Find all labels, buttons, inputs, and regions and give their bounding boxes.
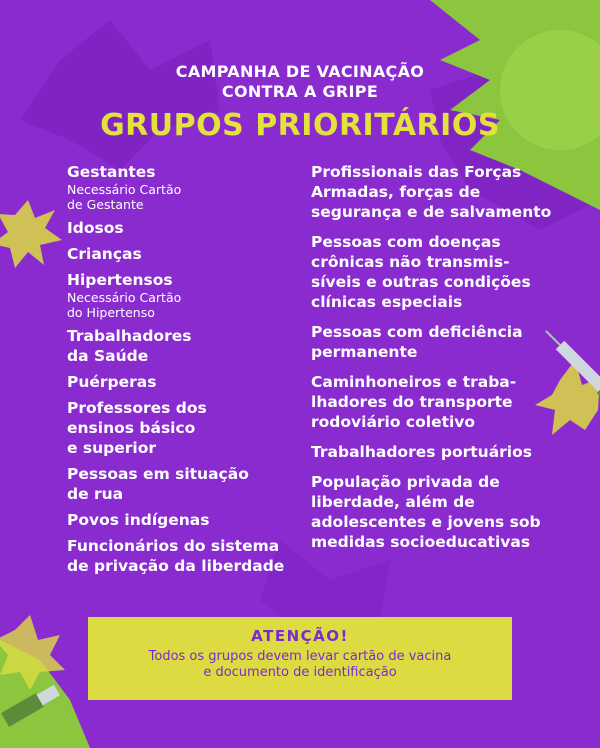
header [0, 62, 600, 143]
group-name: Crianças [67, 245, 142, 263]
list-item [67, 218, 297, 238]
list-item [67, 372, 297, 392]
group-name: Trabalhadores da Saúde [67, 327, 192, 365]
left-column-list [67, 162, 297, 582]
group-name: Professores dos ensinos básico e superior [67, 399, 207, 457]
list-item [67, 244, 297, 264]
group-name: Povos indígenas [67, 511, 210, 529]
group-name: Trabalhadores portuários [311, 443, 532, 461]
group-name: Pessoas com deficiência permanente [311, 323, 523, 361]
list-item [67, 162, 297, 212]
list-item [67, 464, 297, 504]
campaign-line-1: CAMPANHA DE VACINAÇÃO [175, 62, 425, 81]
attention-notice [88, 617, 512, 700]
page-title: GRUPOS PRIORITÁRIOS [100, 108, 500, 143]
group-note: Necessário Cartão de Gestante [67, 182, 182, 212]
list-item [67, 536, 297, 576]
group-name: Pessoas com doenças crônicas não transmis- síveis e outras condições clínicas especiais [311, 233, 531, 311]
list-item [67, 326, 297, 366]
right-column-list [311, 162, 561, 562]
group-name: Puérperas [67, 373, 157, 391]
group-name: Caminhoneiros e traba- lhadores do transporte rodoviário coletivo [311, 373, 517, 431]
notice-message: Todos os grupos devem levar cartão de vacina e documento de identificação [148, 649, 452, 680]
group-name: Profissionais das Forças Armadas, forças de segurança e de salvamento [311, 163, 552, 221]
list-item [311, 472, 561, 552]
campaign-line-2: CONTRA A GRIPE [221, 82, 379, 101]
group-name: Funcionários do sistema de privação da liberdade [67, 537, 285, 575]
group-name: Hipertensos [67, 271, 173, 289]
list-item [311, 442, 561, 462]
list-item [67, 398, 297, 458]
list-item [311, 372, 561, 432]
list-item [311, 232, 561, 312]
list-item [311, 162, 561, 222]
notice-heading: ATENÇÃO! [251, 627, 349, 645]
group-name: Gestantes [67, 163, 156, 181]
list-item [311, 322, 561, 362]
group-name: População privada de liberdade, além de adolescentes e jovens sob medidas socioeducativas [311, 473, 541, 551]
group-name: Idosos [67, 219, 124, 237]
group-note: Necessário Cartão do Hipertenso [67, 290, 182, 320]
list-item [67, 270, 297, 320]
list-item [67, 510, 297, 530]
group-name: Pessoas em situação de rua [67, 465, 249, 503]
